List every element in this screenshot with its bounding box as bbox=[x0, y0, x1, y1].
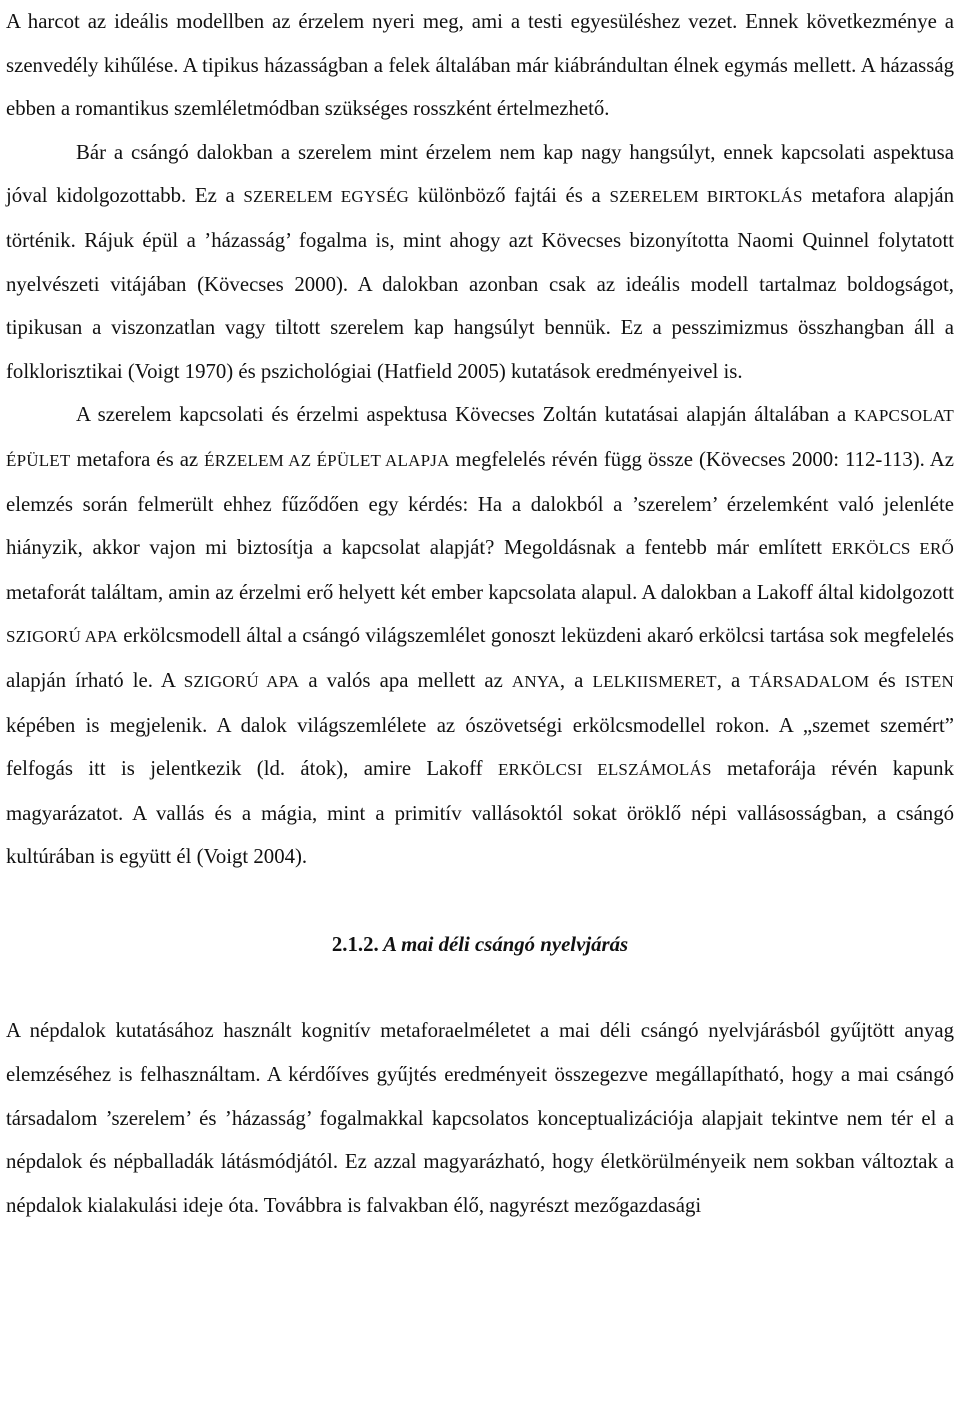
paragraph-3-text-7: , a bbox=[559, 668, 593, 692]
metaphor-szerelem-egyseg: SZERELEM EGYSÉG bbox=[243, 187, 410, 207]
metaphor-anya: ANYA bbox=[511, 671, 560, 691]
section-title: A mai déli csángó nyelvjárás bbox=[383, 932, 629, 956]
paragraph-3-text-11: metaforája révén kapunk magyarázatot. A vallás és a mágia, mint a primitív vallásoktól sokat öröklő népi vallásosságban, a csángó kultúrában is együtt él (Voigt 2004). bbox=[6, 757, 954, 869]
document-page bbox=[6, 0, 954, 1227]
paragraph-3-text-8: , a bbox=[716, 668, 750, 692]
paragraph-1 bbox=[6, 0, 954, 131]
paragraph-3-text-6: a valós apa mellett az bbox=[299, 668, 512, 692]
paragraph-3-text-10: képében is megjelenik. A dalok világszemlélete az ószövetségi erkölcsmodellel rokon. A „szemet szemért” felfogás itt is jelentkezik (ld. átok), amire Lakoff bbox=[6, 713, 954, 781]
paragraph-4 bbox=[6, 1009, 954, 1227]
metaphor-erkolcs-ero: ERKÖLCS ERŐ bbox=[831, 539, 955, 559]
paragraph-2-text-3: metafora alapján történik. Rájuk épül a ’házasság’ fogalma is, mint ahogy azt Kövecses bizonyította Naomi Quinnel folytatott nyelvészeti vitájában (Kövecses 2000). A dalokban azonban csak az ideális modell tartalmaz boldogságot, tipikusan a viszonzatlan vagy tiltott szerelem kap hangsúlyt bennük. Ez a pesszimizmus összhangban áll a folklorisztikai (Voigt 1970) és pszichológiai (Hatfield 2005) kutatások eredményeivel is. bbox=[6, 184, 954, 383]
paragraph-3-text-5: erkölcsmodell által a csángó világszemlélet gonoszt leküzdeni akaró erkölcsi tartása sok megfelelés alapján írható le. A bbox=[6, 624, 954, 692]
metaphor-szigoru-apa: SZIGORÚ APA bbox=[6, 627, 118, 647]
paragraph-2-text-2: különböző fajtái és a bbox=[409, 184, 610, 208]
paragraph-3-text-1: A szerelem kapcsolati és érzelmi aspektusa Kövecses Zoltán kutatásai alapján általában a bbox=[76, 403, 854, 427]
paragraph-4-text: A népdalok kutatásához használt kognitív metaforaelméletet a mai déli csángó nyelvjárásból gyűjtött anyag elemzéséhez is felhasználtam. A kérdőíves gyűjtés eredményeit összegezve megállapítható, hogy a mai csángó társadalom ’szerelem’ és ’házasság’ fogalmakkal kapcsolatos konceptualizációja alapjait tekintve nem tér el a népdalok és népballadák látásmódjától. Ez azzal magyarázható, hogy életkörülményeik nem sokban változtak a népdalok kialakulási ideje óta. Továbbra is falvakban élő, nagyrészt mezőgazdasági bbox=[6, 1019, 954, 1217]
paragraph-3-text-2: metafora és az bbox=[70, 447, 205, 471]
metaphor-kapcsolat-epulet: KAPCSOLAT ÉPÜLET bbox=[6, 406, 954, 470]
metaphor-erzelem-az-epulet-alapja: ÉRZELEM AZ ÉPÜLET ALAPJA bbox=[204, 450, 450, 470]
section-number: 2.1.2. bbox=[331, 932, 379, 956]
metaphor-lelkiismeret: LELKIISMERET bbox=[592, 671, 717, 691]
paragraph-3 bbox=[6, 393, 954, 879]
paragraph-3-text-9: és bbox=[869, 668, 905, 692]
paragraph-2-text-1: Bár a csángó dalokban a szerelem mint érzelem nem kap nagy hangsúlyt, ennek kapcsolati aspektusa jóval kidolgozottabb. Ez a bbox=[6, 140, 954, 208]
paragraph-3-text-3: megfelelés révén függ össze (Kövecses 2000: 112-113). Az elemzés során felmerült ehhez fűződően egy kérdés: Ha a dalokból a ’szerelem’ érzelemként való jelenléte hiányzik, akkor vajon mi biztosítja a kapcsolat alapját? Megoldásnak a fentebb már említett bbox=[6, 447, 954, 560]
paragraph-1-text: A harcot az ideális modellben az érzelem nyeri meg, ami a testi egyesüléshez vezet. Ennek következménye a szenvedély kihűlése. A tipikus házasságban a felek általában már kiábrándultan élnek egymás mellett. A házasság ebben a romantikus szemléletmódban szükséges rosszként értelmezhető. bbox=[6, 10, 954, 121]
paragraph-3-text-4: metaforát találtam, amin az érzelmi erő helyett két ember kapcsolata alapul. A dalokban a Lakoff által kidolgozott bbox=[6, 580, 954, 604]
paragraph-2 bbox=[6, 131, 954, 394]
metaphor-tarsadalom: TÁRSADALOM bbox=[749, 671, 870, 691]
metaphor-isten: ISTEN bbox=[904, 671, 954, 691]
metaphor-szigoru-apa-2: SZIGORÚ APA bbox=[183, 671, 300, 691]
metaphor-erkolcsi-elszamolas: ERKÖLCSI ELSZÁMOLÁS bbox=[497, 760, 712, 780]
section-heading bbox=[6, 923, 954, 967]
metaphor-szerelem-birtoklas: SZERELEM BIRTOKLÁS bbox=[609, 187, 803, 207]
